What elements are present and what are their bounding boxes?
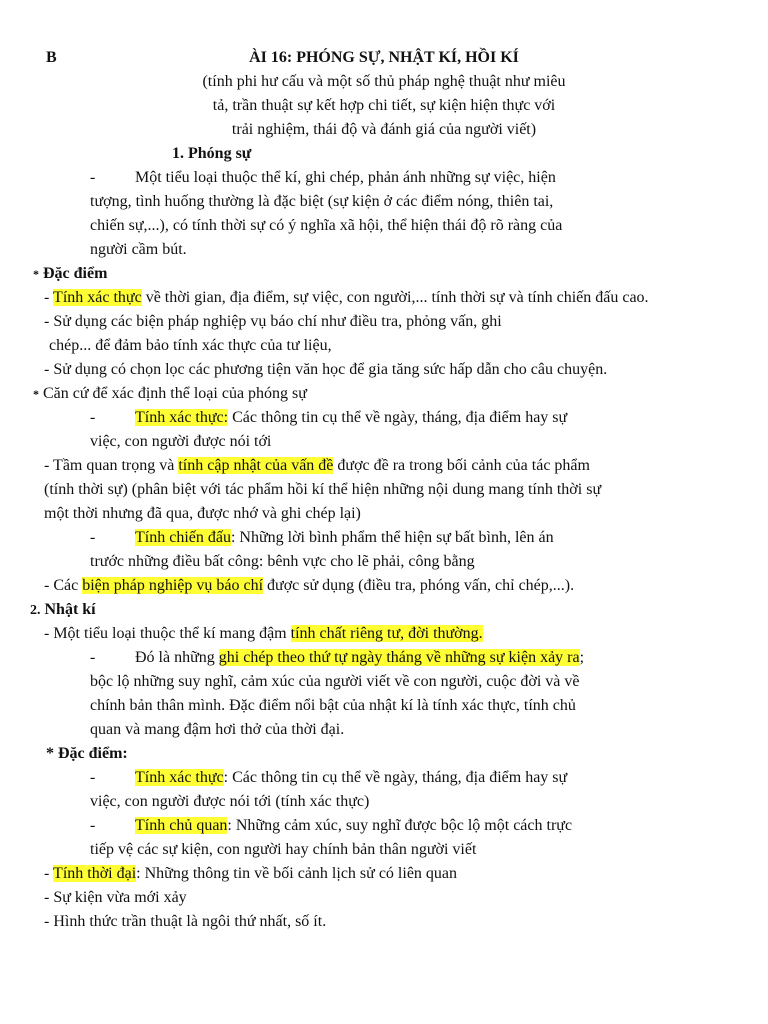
diary-feature-1-cont: việc, con người được nói tới (tính xác thực) xyxy=(90,793,370,810)
diary-definition-2-line-4: quan và mang đậm hơi thở của thời đại. xyxy=(90,721,345,738)
diary-text: Đó là những xyxy=(135,649,219,666)
feature-item-2-line-1: - Sử dụng các biện pháp nghiệp vụ báo chí như điều tra, phỏng vấn, ghi xyxy=(44,313,502,330)
basis-item-2-line-3: một thời nhưng đã qua, được nhớ và ghi chép lại) xyxy=(44,505,361,522)
highlight-text: Tính chủ quan xyxy=(135,817,228,834)
feature-text: : Những cảm xúc, suy nghĩ được bộc lộ một cách trực xyxy=(227,817,573,834)
basis-text: Các thông tin cụ thể về ngày, tháng, địa điểm hay sự xyxy=(228,409,568,426)
section-2-heading xyxy=(30,600,96,621)
diary-feature-2-cont: tiếp vệ các sự kiện, con người hay chính bản thân người viết xyxy=(90,841,477,858)
bullet-prefix: - xyxy=(44,289,54,306)
basis-heading xyxy=(33,384,307,404)
diary-definition-2-line-3: chính bản thân mình. Đặc điểm nổi bật của nhật kí là tính xác thực, tính chủ xyxy=(90,697,576,714)
dash-bullet: - xyxy=(90,769,96,786)
feature-item-1 xyxy=(44,288,649,308)
highlight-text: Tính chiến đấu xyxy=(135,529,231,546)
highlight-text: ghi chép theo thứ tự ngày tháng về những sự kiện xảy ra xyxy=(218,649,580,666)
basis-text: : Những lời bình phẩm thể hiện sự bất bình, lên án xyxy=(230,529,554,546)
features-heading xyxy=(33,264,107,284)
basis-text: được sử dụng (điều tra, phóng vấn, chỉ chép,...). xyxy=(263,577,575,594)
definition-line-2: tượng, tình huống thường là đặc biệt (sự kiện ở các điểm nóng, thiên tai, xyxy=(90,193,554,210)
highlight-text: Tính xác thực xyxy=(135,769,224,786)
diary-feature-5: - Hình thức trần thuật là ngôi thứ nhất, số ít. xyxy=(44,913,327,930)
basis-item-3-cont: trước những điều bất công: bênh vực cho lẽ phải, công bằng xyxy=(90,553,475,570)
feature-item-2-line-2: chép... để đảm bảo tính xác thực của tư liệu, xyxy=(49,337,332,354)
page-title: ÀI 16: PHÓNG SỰ, NHẬT KÍ, HỒI KÍ xyxy=(249,49,519,66)
feature-text: về thời gian, địa điểm, sự việc, con người,... tính thời sự và tính chiến đấu cao. xyxy=(141,289,649,306)
highlight-text: biện pháp nghiệp vụ báo chí xyxy=(82,577,264,594)
dash-bullet: - xyxy=(90,649,96,666)
feature-item-3: - Sử dụng có chọn lọc các phương tiện văn học để gia tăng sức hấp dẫn cho câu chuyện. xyxy=(44,361,608,378)
basis-label: Căn cứ để xác định thể loại của phóng sự xyxy=(43,385,307,402)
diary-feature-2 xyxy=(135,816,572,836)
definition-line-3: chiến sự,...), có tính thời sự có ý nghĩa xã hội, thể hiện thái độ rõ ràng của xyxy=(90,217,563,234)
highlight-text: Tính xác thực xyxy=(53,289,142,306)
highlight-text: tính chất riêng tư, đời thường. xyxy=(290,625,483,642)
dash-bullet: - xyxy=(90,409,96,426)
basis-item-3 xyxy=(135,528,554,548)
highlight-text: tính cập nhật của vấn đề xyxy=(178,457,334,474)
subtitle-line-2: tả, trần thuật sự kết hợp chi tiết, sự kiện hiện thực với xyxy=(212,97,556,114)
feature-text: : Các thông tin cụ thể về ngày, tháng, địa điểm hay sự xyxy=(223,769,568,786)
diary-features-heading: * Đặc điểm: xyxy=(46,745,128,762)
bullet-prefix: - xyxy=(44,865,54,882)
basis-item-2 xyxy=(44,456,590,476)
dash-bullet: - xyxy=(90,169,96,186)
title-letter: B xyxy=(46,49,57,66)
definition-line-4: người cầm bút. xyxy=(90,241,187,258)
features-label: Đặc điểm xyxy=(43,265,108,282)
highlight-text: Tính xác thực: xyxy=(135,409,229,426)
diary-definition-2 xyxy=(135,648,584,668)
subtitle-line-1: (tính phi hư cấu và một số thủ pháp nghệ thuật như miêu xyxy=(202,73,566,90)
diary-feature-1 xyxy=(135,768,567,788)
feature-text: : Những thông tin về bối cảnh lịch sử có liên quan xyxy=(136,865,458,882)
subtitle-line-3: trải nghiệm, thái độ và đánh giá của người viết) xyxy=(231,121,537,138)
dash-bullet: - xyxy=(90,817,96,834)
diary-text: ; xyxy=(579,649,585,666)
star-marker: * xyxy=(33,387,39,401)
definition-line-1: Một tiểu loại thuộc thể kí, ghi chép, phản ánh những sự việc, hiện xyxy=(135,169,556,186)
star-marker: * xyxy=(33,267,39,281)
basis-text: được đề ra trong bối cảnh của tác phẩm xyxy=(333,457,590,474)
highlight-text: Tính thời đại xyxy=(53,865,137,882)
basis-item-2-line-2: (tính thời sự) (phân biệt với tác phẩm hồi kí thể hiện những nội dung mang tính thời sự xyxy=(44,481,602,498)
diary-definition-1 xyxy=(44,624,483,644)
basis-item-1 xyxy=(135,408,567,428)
diary-definition-2-line-2: bộc lộ những suy nghĩ, cảm xúc của người viết về con người, cuộc đời và về xyxy=(90,673,580,690)
basis-text: - Tầm quan trọng và xyxy=(44,457,179,474)
basis-text: - Các xyxy=(44,577,83,594)
basis-item-4 xyxy=(44,576,574,596)
section-number: 2. xyxy=(30,603,41,618)
section-title: Nhật kí xyxy=(44,601,96,618)
basis-item-1-cont: việc, con người được nói tới xyxy=(90,433,272,450)
section-1-heading: 1. Phóng sự xyxy=(172,145,252,162)
dash-bullet: - xyxy=(90,529,96,546)
diary-text: - Một tiểu loại thuộc thể kí mang đậm xyxy=(44,625,291,642)
diary-feature-4: - Sự kiện vừa mới xảy xyxy=(44,889,187,906)
diary-feature-3 xyxy=(44,864,457,884)
